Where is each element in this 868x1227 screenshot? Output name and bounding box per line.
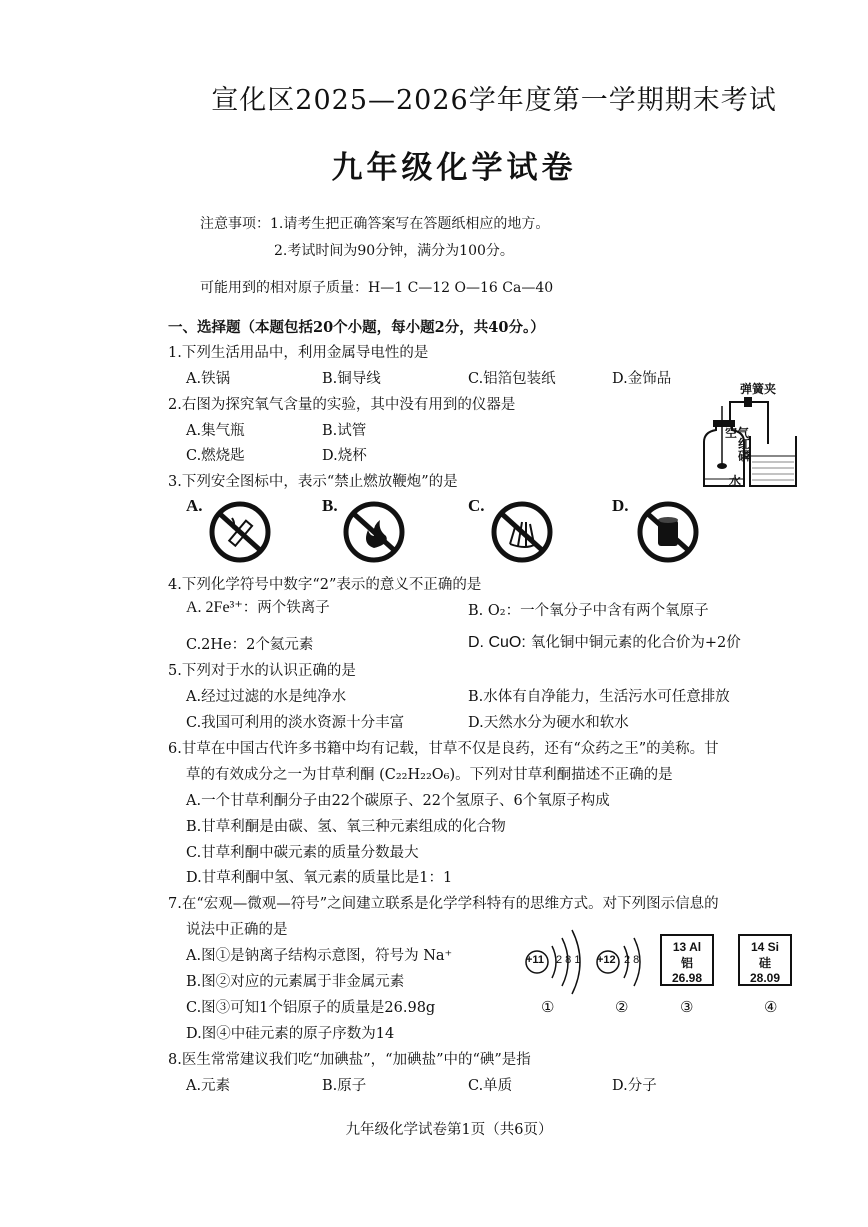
fig2-nucleus: +12 [597, 954, 616, 966]
fig3-number: 13 [672, 940, 687, 954]
fig3-symbol: Al [689, 940, 702, 954]
fig3-mass: 26.98 [671, 971, 703, 985]
q1-option-a: A.铁锅 [186, 371, 231, 387]
q1-option-d: D.金饰品 [612, 371, 672, 387]
magnesium-structure-diagram [594, 932, 648, 996]
q4-option-a-formula: A. 2Fe³⁺ [186, 599, 243, 616]
oxygen-experiment-figure [692, 382, 798, 494]
fig4-label: ④ [764, 998, 778, 1016]
q4-option-a-text: ：两个铁离子 [242, 600, 330, 616]
q2-stem: 2.右图为探究氧气含量的实验，其中没有用到的仪器是 [168, 397, 516, 413]
q4-option-d [468, 631, 741, 652]
q8-stem: 8.医生常常建议我们吃“加碘盐”，“加碘盐”中的“碘”是指 [168, 1052, 531, 1068]
q1-stem: 1.下列生活用品中，利用金属导电性的是 [168, 345, 429, 361]
q1-option-c: C.铝箔包装纸 [468, 371, 556, 387]
q5-option-b: B.水体有自净能力，生活污水可任意排放 [468, 689, 730, 705]
q7-option-c: C.图③可知1个铝原子的质量是26.98g [186, 1000, 436, 1016]
q4-stem: 4.下列化学符号中数字“2”表示的意义不正确的是 [168, 577, 482, 593]
sodium-ion-structure-diagram [522, 924, 592, 1004]
q7-option-d: D.图④中硅元素的原子序数为14 [186, 1026, 395, 1042]
q4-option-d-text: 氧化铜中铜元素的化合价为+2价 [530, 635, 741, 651]
q8-option-b: B.原子 [322, 1078, 367, 1094]
q1-option-b: B.铜导线 [322, 371, 381, 387]
notes-line-2: 2.考试时间为90分钟，满分为100分。 [274, 243, 514, 259]
q6-stem-line-1: 6.甘草在中国古代许多书籍中均有记载，甘草不仅是良药，还有“众药之王”的美称。甘 [168, 741, 719, 757]
exam-title: 宣化区2025—2026学年度第一学期期末考试 [211, 85, 777, 116]
q4-option-c: C.2He：2个氦元素 [186, 637, 314, 653]
q4-option-d-formula: D. CuO: [468, 634, 526, 651]
atomic-mass-line: 可能用到的相对原子质量：H—1 C—12 O—16 Ca—40 [200, 280, 554, 296]
fig1-nucleus: +11 [526, 954, 545, 966]
q3-option-a-label: A. [186, 496, 203, 515]
no-firecrackers-sign-icon [490, 500, 554, 568]
fig3-name: 铝 [680, 956, 693, 970]
q7-option-a: A.图①是钠离子结构示意图，符号为 Na⁺ [186, 948, 453, 964]
q3-option-c-label: C. [468, 496, 485, 515]
page-footer: 九年级化学试卷第1页（共6页） [345, 1122, 553, 1138]
fig4-symbol: Si [767, 940, 780, 954]
fig2-shells: 2 8 [624, 954, 640, 966]
fig4-mass: 28.09 [749, 971, 781, 985]
q8-option-a: A.元素 [186, 1078, 231, 1094]
fig-clamp-label: 弹簧夹 [740, 382, 777, 396]
q5-stem: 5.下列对于水的认识正确的是 [168, 663, 356, 679]
exam-subtitle: 九年级化学试卷 [331, 150, 577, 186]
q5-option-c: C.我国可利用的淡水资源十分丰富 [186, 715, 405, 731]
q7-stem-line-1: 7.在“宏观—微观—符号”之间建立联系是化学学科特有的思维方式。对下列图示信息的 [168, 896, 719, 912]
q5-option-d: D.天然水分为硬水和软水 [468, 715, 629, 731]
q3-option-b-label: B. [322, 496, 338, 515]
q3-stem: 3.下列安全图标中，表示“禁止燃放鞭炮”的是 [168, 474, 458, 490]
q2-option-b: B.试管 [322, 423, 367, 439]
q2-option-c: C.燃烧匙 [186, 448, 245, 464]
q4-option-a [186, 596, 330, 617]
section-heading: 一、选择题（本题包括20个小题，每小题2分，共40分。） [168, 319, 545, 336]
fig-air-label: 空气 [725, 426, 750, 440]
q6-option-c: C.甘草利酮中碳元素的质量分数最大 [186, 845, 419, 861]
fig1-shells: 2 8 1 [556, 954, 581, 966]
q7-stem-line-2: 说法中正确的是 [186, 922, 288, 938]
q6-stem-line-2: 草的有效成分之一为甘草利酮 (C₂₂H₂₂O₆)。下列对甘草利酮描述不正确的是 [186, 767, 673, 783]
fig3-label: ③ [680, 998, 694, 1016]
no-smoking-sign-icon [208, 500, 272, 568]
aluminum-element-card [660, 934, 714, 986]
q6-option-a: A.一个甘草利酮分子由22个碳原子、22个氢原子、6个氧原子构成 [186, 793, 610, 809]
q6-option-d: D.甘草利酮中氢、氧元素的质量比是1：1 [186, 870, 453, 886]
q5-option-a: A.经过过滤的水是纯净水 [186, 689, 347, 705]
fig4-number: 14 [750, 940, 765, 954]
fig-water-label: 水 [729, 474, 742, 488]
q8-option-c: C.单质 [468, 1078, 513, 1094]
q2-option-a: A.集气瓶 [186, 423, 245, 439]
no-fire-sign-icon [342, 500, 406, 568]
q4-option-b: B. O₂：一个氧分子中含有两个氧原子 [468, 603, 709, 619]
q6-option-b: B.甘草利酮是由碳、氢、氧三种元素组成的化合物 [186, 819, 506, 835]
fig1-label: ① [541, 998, 555, 1016]
fig-phosphorus-label: 红磷 [738, 437, 751, 463]
q8-option-d: D.分子 [612, 1078, 657, 1094]
q2-option-d: D.烧杯 [322, 448, 367, 464]
notes-line-1: 注意事项：1.请考生把正确答案写在答题纸相应的地方。 [200, 216, 550, 232]
q3-option-d-label: D. [612, 496, 629, 515]
q7-option-b: B.图②对应的元素属于非金属元素 [186, 974, 405, 990]
fig2-label: ② [615, 998, 629, 1016]
fig4-name: 硅 [758, 956, 771, 970]
no-fuel-drum-sign-icon [636, 500, 700, 568]
silicon-element-card [738, 934, 792, 986]
